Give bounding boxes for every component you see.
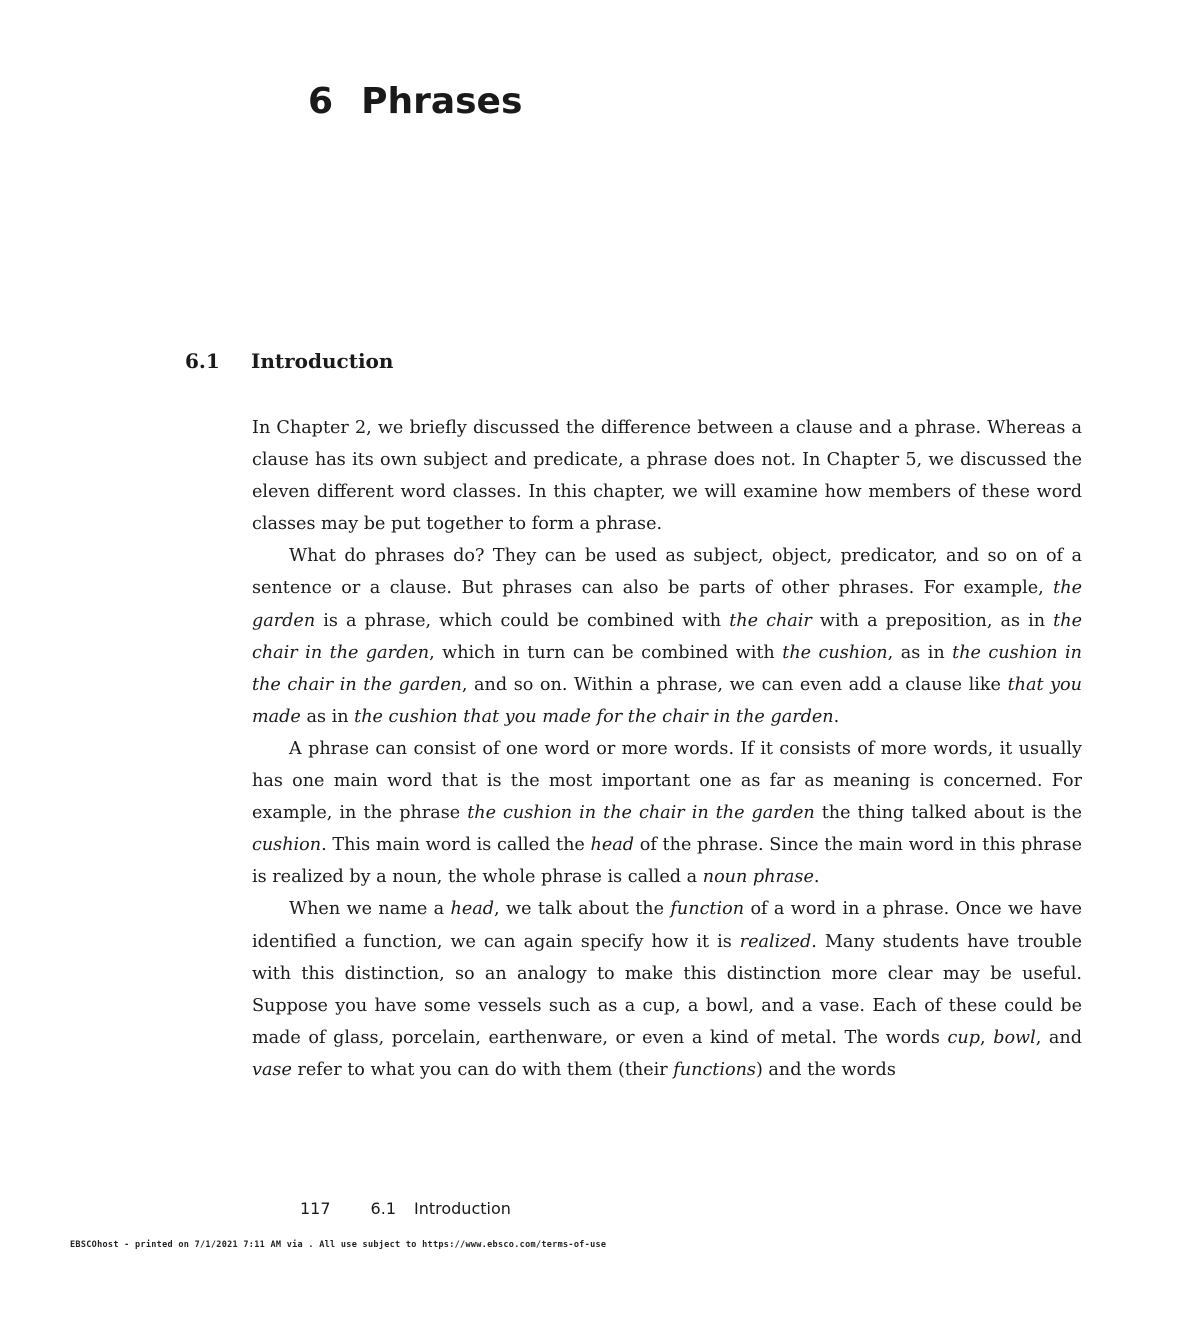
- italic-term: noun phrase: [702, 867, 814, 888]
- section-heading: [185, 346, 393, 376]
- text-run: . This main word is called the: [321, 835, 591, 856]
- paragraph-1: [252, 412, 1082, 540]
- page-number: 117: [300, 1199, 331, 1218]
- page-footer: [300, 1197, 511, 1221]
- italic-term: the cushion in the chair in the garden: [467, 803, 815, 824]
- paragraph-3: [252, 733, 1082, 893]
- italic-term: functions: [673, 1059, 756, 1080]
- text-run: In Chapter 2, we briefly discussed the difference between a clause and a phrase. Whereas a clause has its own subject and predicate, a phrase does not. In Chapter 5, we discussed the eleven different word classes. In this chapter, we will examine how members of these word classes may be put together to form a phrase.: [252, 418, 1082, 535]
- text-run: ,: [980, 1027, 994, 1048]
- text-run: When we name a: [289, 899, 451, 920]
- text-run: , and: [1035, 1027, 1082, 1048]
- italic-term: the chair in the garden: [252, 610, 1082, 663]
- italic-term: the garden: [252, 578, 1082, 631]
- text-run: .: [833, 706, 840, 727]
- italic-term: function: [670, 899, 745, 920]
- text-run: of the phrase. Since the main word in this phrase is realized by a noun, the whole phrase is called a: [252, 835, 1082, 888]
- text-run: as in: [300, 706, 355, 727]
- text-run: , as in: [887, 642, 953, 663]
- footer-section-title: Introduction: [414, 1199, 511, 1218]
- italic-term: realized: [739, 931, 812, 952]
- paragraph-2: [252, 540, 1082, 733]
- text-run: with a preposition, as in: [811, 610, 1054, 631]
- footer-section-number: 6.1: [370, 1199, 396, 1218]
- text-run: What do phrases do? They can be used as subject, object, predicator, and so on of a sentence or a clause. But phrases can also be parts of other phrases. For example,: [252, 546, 1082, 599]
- italic-term: vase: [252, 1059, 292, 1080]
- chapter-number: 6: [308, 81, 334, 122]
- text-run: refer to what you can do with them (their: [291, 1059, 674, 1080]
- italic-term: the chair: [729, 610, 812, 631]
- text-run: . Many students have trouble with this distinction, so an analogy to make this distinction more clear may be useful. Suppose you have some vessels such as a cup, a bowl, and a vase. Each of these could be made of glass, porcelain, earthenware, or even a kind of metal. The words: [252, 931, 1082, 1048]
- text-run: , we talk about the: [494, 899, 671, 920]
- text-run: .: [813, 867, 820, 888]
- section-number: 6.1: [185, 349, 220, 373]
- italic-term: cushion: [252, 835, 322, 856]
- text-run: ) and the words: [755, 1059, 896, 1080]
- italic-term: the cushion that you made for the chair in the garden: [354, 706, 834, 727]
- body-text: [252, 412, 1082, 1086]
- text-run: the thing talked about is the: [814, 803, 1082, 824]
- paragraph-4: [252, 893, 1082, 1086]
- italic-term: bowl: [993, 1027, 1036, 1048]
- italic-term: cup: [947, 1027, 980, 1048]
- italic-term: the cushion in the chair in the garden: [252, 642, 1082, 695]
- section-title: Introduction: [251, 349, 394, 373]
- italic-term: that you made: [252, 674, 1082, 727]
- chapter-title-text: Phrases: [361, 81, 523, 122]
- text-run: , and so on. Within a phrase, we can even add a clause like: [461, 674, 1008, 695]
- italic-term: the cushion: [782, 642, 888, 663]
- italic-term: head: [590, 835, 635, 856]
- chapter-title: [308, 78, 522, 126]
- text-run: of a word in a phrase. Once we have identified a function, we can again specify how it is: [252, 899, 1083, 952]
- text-run: A phrase can consist of one word or more words. If it consists of more words, it usually has one main word that is the most important one as far as meaning is concerned. For example, in the phrase: [252, 738, 1082, 824]
- text-run: , which in turn can be combined with: [429, 642, 783, 663]
- text-run: is a phrase, which could be combined with: [315, 610, 730, 631]
- license-line: EBSCOhost - printed on 7/1/2021 7:11 AM via . All use subject to https://www.ebsco.com/terms-of-use: [70, 1240, 607, 1250]
- italic-term: head: [450, 899, 495, 920]
